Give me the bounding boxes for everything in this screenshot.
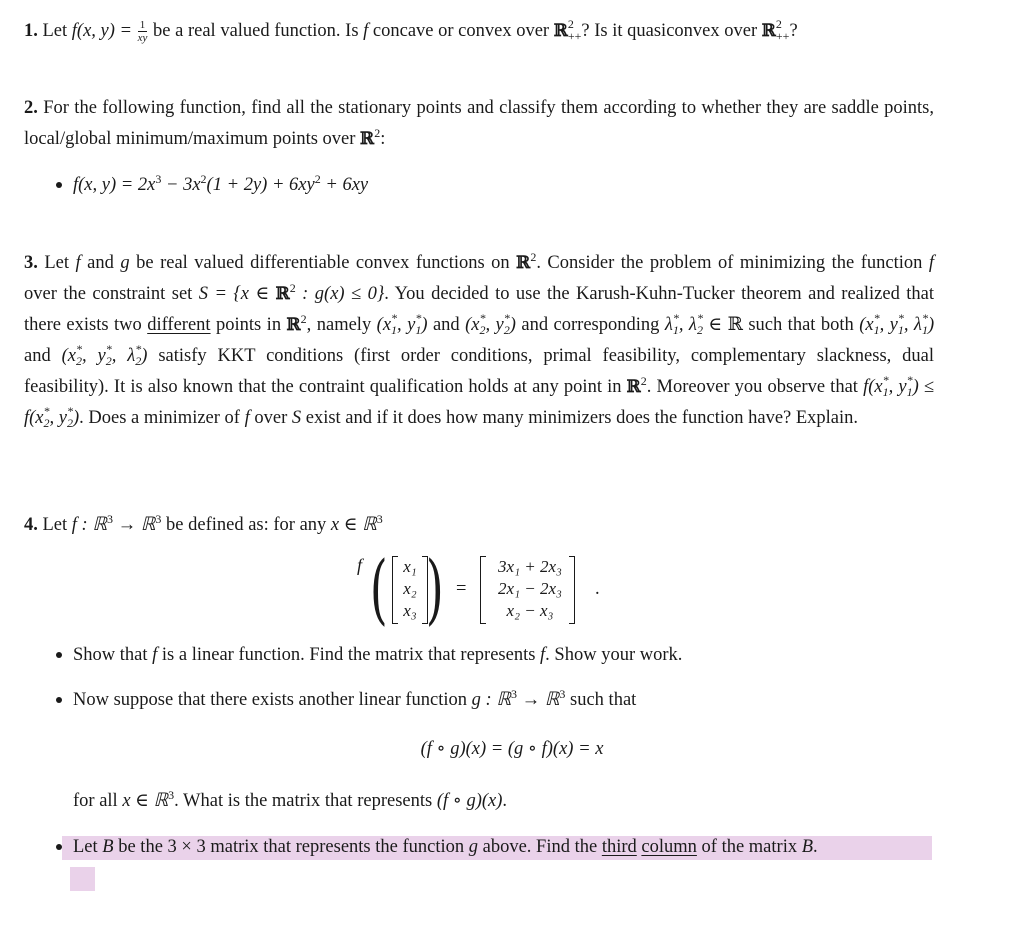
p1-fraction [138,19,148,44]
s: * [75,342,82,356]
m: ) [72,408,80,428]
equals-sign: = [456,579,467,599]
s: * [672,311,679,325]
sub: ++ [775,29,790,43]
sup: 3 [106,512,113,526]
sup: 3 [155,172,162,186]
problem-4 [24,510,934,541]
p1-f: f [363,21,369,41]
sup: 3 [376,512,383,526]
sup: 2 [200,172,207,186]
m: ) [927,315,935,335]
p2-func-part: f(x, y) = 2x [73,175,156,195]
p3-text: Let [44,253,70,273]
p3-f: f [928,253,935,273]
reals-symbol: ℝ [553,21,568,41]
m: , y [397,315,416,335]
sup: 3 [510,687,517,701]
s: * [135,342,142,356]
problem-1 [24,16,934,47]
sup: 2 [530,250,537,264]
m: λ [664,315,673,335]
m: ) ≤ f(x [24,377,935,428]
s: 2 [135,354,142,368]
p3-text: ∈ ℝ such that both [702,315,854,335]
g-map: g : ℝ [471,690,511,710]
p3-text: . Consider the problem of minimizing the function [536,253,923,273]
problem-3-number: 3. [24,253,38,273]
B: B [102,837,114,857]
text: above. Find the [482,837,598,857]
period: . [595,579,600,599]
B: B [801,837,814,857]
text: be the 3 × 3 matrix that represents the function [118,837,465,857]
reals-symbol: ℝ [761,21,776,41]
f: f [152,645,158,665]
m: (x [376,315,392,335]
reals-symbol: ℝ [360,129,375,149]
s: 1 [873,323,880,337]
matrix-f: f [357,555,363,575]
p3-text: over the constraint set [24,284,193,304]
output-vector [486,556,574,622]
text: is a linear function. Find the matrix that represents [161,645,536,665]
p3-text: over [254,408,288,428]
s: * [873,311,880,325]
s: 2 [43,416,50,430]
s: 1 [921,323,928,337]
s: * [503,311,510,325]
p3-set: : g(x) ≤ 0} [295,284,385,304]
s: 1 [906,385,913,399]
problem-2-number: 2. [24,98,38,118]
p3-f: f [244,408,250,428]
sup: 2 [374,126,381,140]
p4-map: → ℝ [112,515,156,535]
sup: 2 [567,17,574,31]
p3-text: exist and if it does how many minimizers does the function have? Explain. [305,408,859,428]
p4-bullet-2 [73,685,636,716]
p3-set: S = {x ∈ [198,284,270,304]
underlined-column: column [641,837,697,857]
text: for all [73,791,118,811]
s: * [105,342,112,356]
problem-1-number: 1. [24,21,38,41]
s: * [696,311,703,325]
f: f [540,645,546,665]
p1-func: f(x, y) = [71,21,133,41]
reals-symbol: ℝ [516,253,531,273]
p3-text: and [24,346,51,366]
sup: 3 [168,788,175,802]
m: , [678,315,689,335]
right-paren: ) [425,544,444,633]
underlined-different: different [147,315,211,335]
right-bracket [569,556,575,624]
p2-func-part: + 6xy [320,175,369,195]
output-vector-row-1: 3x₁ + 2x₃ [498,557,562,576]
p4-bullet-3 [73,832,933,863]
p1-text: be a real valued function. Is [153,21,359,41]
m: ) [421,315,428,335]
s: 2 [696,323,703,337]
s: 1 [882,385,889,399]
s: 2 [503,323,510,337]
g: g [468,837,478,857]
triple-2 [61,342,148,368]
frac-numerator: 1 [138,19,148,32]
s: 2 [105,354,112,368]
p3-text: be real valued differentiable convex functions on [136,253,510,273]
bullet-dot [56,697,62,703]
m: (x [859,315,874,335]
sup: 2 [300,312,307,326]
p2-function [73,170,368,201]
underlined-third: third [601,837,637,857]
p3-text: . Does a minimizer of [79,408,240,428]
input-vector-row-3: x₃ [403,601,417,620]
s: 1 [672,323,679,337]
x-in: x ∈ ℝ [122,791,169,811]
fg: (f ∘ g)(x) [436,791,503,811]
p3-f: f [75,253,81,273]
p3-text: points in [216,315,282,335]
s: 2 [66,416,73,430]
p1-supsub [776,18,790,42]
text: Show that [73,645,148,665]
s: * [391,311,398,325]
p4-text: be defined as: for any [166,515,327,535]
sup: 2 [314,172,321,186]
reals-symbol: ℝ [275,284,290,304]
input-vector-row-1: x₁ [403,557,417,576]
s: * [66,404,73,418]
arrow: → ℝ [516,690,560,710]
point-1 [376,311,428,337]
triple-1 [859,311,935,337]
p2-text: For the following function, find all the stationary points and classify them according to whether they are saddle points, local/global minimum/maximum points over [24,98,935,149]
p3-text: , namely [306,315,372,335]
problem-4-number: 4. [24,515,38,535]
sup: 3 [559,687,566,701]
p4-f: f [71,515,77,535]
point-2 [465,311,516,337]
s: * [906,373,913,387]
text: Now suppose that there exists another linear function [73,690,468,710]
text: . [813,837,818,857]
p4-bullet-1 [73,640,682,671]
m: f(x [863,377,883,397]
p2-end: : [380,129,386,149]
p3-text: satisfy KKT conditions (first order conditions, primal feasibility, complementary slackness, dual feasibility). It is also known that the contraint qualification holds at any point in [24,346,935,397]
sup: 2 [640,374,647,388]
p4-x-in: x ∈ ℝ [330,515,377,535]
m: λ [688,315,697,335]
p2-func-part: − 3x [161,175,201,195]
text: of the matrix [701,837,798,857]
m: , y [485,315,504,335]
p3-text: . You decided to use the Karush-Kuhn-Tucker theorem and realized that there exists two [24,284,935,335]
text: . Show your work. [545,645,683,665]
m: , y [81,346,106,366]
reals-symbol: ℝ [286,315,301,335]
p1-text: ? [789,21,798,41]
sup: 2 [289,281,296,295]
p1-text: ? Is it quasiconvex over [581,21,758,41]
p3-text: . Moreover you observe that [646,377,858,397]
p4-text: Let [42,515,68,535]
s: 2 [75,354,82,368]
output-vector-row-3: x₂ − x₃ [506,601,554,620]
text: such that [570,690,637,710]
frac-denominator: xy [137,32,148,45]
p3-text: and corresponding [521,315,660,335]
highlight-line-2 [70,867,95,891]
s: 2 [479,323,486,337]
sup: 3 [155,512,162,526]
lambdas [664,311,703,337]
input-vector [398,556,422,622]
m: , λ [111,346,136,366]
s: * [479,311,486,325]
s: 1 [897,323,904,337]
left-paren: ( [369,544,388,633]
p1-text: concave or convex over [372,21,550,41]
s: 1 [391,323,398,337]
text: . What is the matrix that represents [174,791,433,811]
m: ) [141,346,148,366]
input-vector-row-2: x₂ [403,579,417,598]
m: , λ [903,315,922,335]
problem-3 [24,248,934,434]
composition-equation: (f ∘ g)(x) = (g ∘ f)(x) = x [420,739,604,759]
problem-2 [24,93,934,155]
s: 1 [415,323,422,337]
bullet-dot [56,652,62,658]
p3-S: S [291,408,302,428]
reals-symbol: ℝ [626,377,641,397]
s: * [921,311,928,325]
p1-supsub [568,18,582,42]
text: . [502,791,508,811]
m: , y [888,377,907,397]
p2-func-part: (1 + 2y) + 6xy [206,175,315,195]
s: * [897,311,904,325]
sub: ++ [567,29,582,43]
p3-g: g [120,253,130,273]
p3-text: and [432,315,460,335]
m: , y [879,315,898,335]
s: * [43,404,50,418]
bullet-dot [56,182,62,188]
text: Let [73,837,98,857]
s: * [415,311,422,325]
output-vector-row-2: 2x₁ − 2x₃ [498,579,562,598]
m: (x [465,315,480,335]
m: (x [61,346,76,366]
s: * [882,373,889,387]
p4-for-all [73,786,507,817]
p4-map: : ℝ [76,515,107,535]
sup: 2 [775,17,782,31]
m: ) [509,315,516,335]
p1-text: Let [42,21,68,41]
m: , y [49,408,67,428]
p3-text: and [87,253,114,273]
